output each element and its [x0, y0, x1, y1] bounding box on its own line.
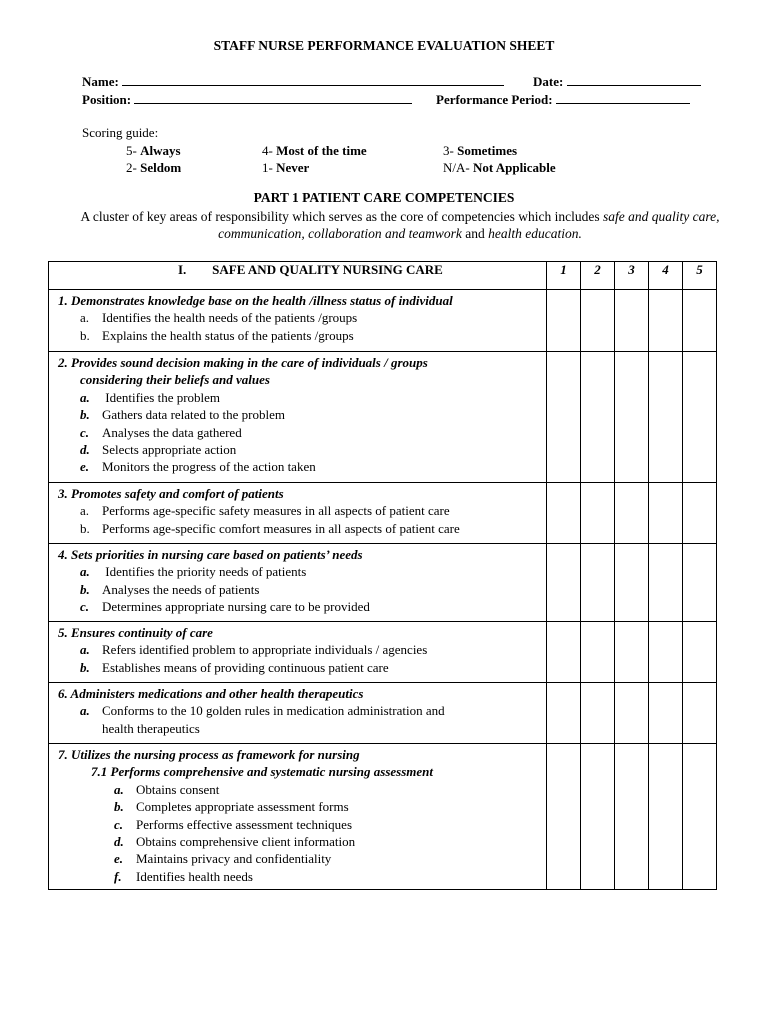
col-header-4: 4: [649, 262, 683, 290]
score-cell[interactable]: [547, 544, 581, 622]
score-3: 3- Sometimes: [443, 143, 518, 158]
position-line: [134, 91, 412, 104]
part-heading: PART 1 PATIENT CARE COMPETENCIES: [253, 190, 515, 205]
score-4: 4- Most of the time: [262, 143, 367, 158]
col-header-3: 3: [615, 262, 649, 290]
score-cell[interactable]: [547, 744, 581, 890]
name-label: Name:: [82, 74, 119, 89]
score-cell[interactable]: [547, 683, 581, 744]
criterion-cell: 7. Utilizes the nursing process as framework for nursing 7.1 Performs comprehensive and systematic nursing assessment a. Obtains consent b. Completes appropriate assessment forms c. Performs effective assessment techniques d. Obtains comprehensive client information e. Maintains privacy and confidentiality f. Identifies health needs: [49, 744, 547, 890]
score-cell[interactable]: [649, 352, 683, 483]
col-header-1: 1: [547, 262, 581, 290]
evaluation-table: [48, 261, 717, 890]
col-header-5: 5: [683, 262, 717, 290]
score-cell[interactable]: [615, 744, 649, 890]
table-row: [49, 290, 717, 352]
score-cell[interactable]: [547, 483, 581, 544]
table-row: [49, 622, 717, 683]
position-field[interactable]: [82, 91, 412, 108]
score-cell[interactable]: [683, 683, 717, 744]
score-cell[interactable]: [615, 544, 649, 622]
score-cell[interactable]: [547, 290, 581, 352]
score-cell[interactable]: [615, 622, 649, 683]
score-cell[interactable]: [683, 544, 717, 622]
position-label: Position:: [82, 92, 132, 107]
col-header-2: 2: [581, 262, 615, 290]
criterion-cell: 5. Ensures continuity of care a. Refers identified problem to appropriate individuals / agencies b. Establishes means of providing continuous patient care: [49, 622, 547, 683]
criterion-cell: 4. Sets priorities in nursing care based on patients’ needs a. Identifies the priority needs of patients b. Analyses the needs of patients c. Determines appropriate nursing care to be provided: [49, 544, 547, 622]
score-cell[interactable]: [683, 622, 717, 683]
score-5: 5- Always: [126, 143, 181, 158]
score-cell[interactable]: [581, 290, 615, 352]
name-line: [122, 73, 504, 86]
score-cell[interactable]: [649, 622, 683, 683]
score-cell[interactable]: [581, 352, 615, 483]
page-title: STAFF NURSE PERFORMANCE EVALUATION SHEET: [213, 38, 555, 53]
date-label: Date:: [533, 74, 564, 89]
score-cell[interactable]: [615, 483, 649, 544]
period-label: Performance Period:: [436, 92, 553, 107]
score-cell[interactable]: [581, 483, 615, 544]
table-header-row: [49, 262, 717, 290]
period-line: [556, 91, 690, 104]
date-line: [567, 73, 701, 86]
scoring-heading: Scoring guide:: [82, 125, 159, 140]
score-cell[interactable]: [615, 683, 649, 744]
criterion-cell: 3. Promotes safety and comfort of patients a. Performs age-specific safety measures in all aspects of patient care b. Performs age-specific comfort measures in all aspects of patient care: [49, 483, 547, 544]
score-cell[interactable]: [683, 290, 717, 352]
score-cell[interactable]: [649, 683, 683, 744]
score-cell[interactable]: [615, 352, 649, 483]
score-cell[interactable]: [615, 290, 649, 352]
score-cell[interactable]: [649, 744, 683, 890]
part-intro: A cluster of key areas of responsibility which serves as the core of competencies which includes safe and quality care, communication, collaboration and teamwork and health education.: [80, 209, 720, 241]
date-field[interactable]: [533, 73, 701, 90]
score-cell[interactable]: [649, 544, 683, 622]
table-row: [49, 544, 717, 622]
criterion-cell: 1. Demonstrates knowledge base on the health /illness status of individual a. Identifies the health needs of the patients /groups b. Explains the health status of the patients /groups: [49, 290, 547, 352]
score-1: 1- Never: [262, 160, 310, 175]
section-header: I. SAFE AND QUALITY NURSING CARE: [49, 262, 547, 290]
table-row: [49, 683, 717, 744]
name-field[interactable]: [82, 73, 504, 90]
score-cell[interactable]: [581, 544, 615, 622]
period-field[interactable]: [436, 91, 690, 108]
score-cell[interactable]: [683, 744, 717, 890]
score-cell[interactable]: [581, 683, 615, 744]
table-row: [49, 483, 717, 544]
score-cell[interactable]: [547, 352, 581, 483]
score-na: N/A- Not Applicable: [443, 160, 556, 175]
score-cell[interactable]: [581, 744, 615, 890]
score-cell[interactable]: [649, 290, 683, 352]
score-2: 2- Seldom: [126, 160, 182, 175]
score-cell[interactable]: [547, 622, 581, 683]
table-row: [49, 744, 717, 890]
score-cell[interactable]: [683, 352, 717, 483]
score-cell[interactable]: [581, 622, 615, 683]
score-cell[interactable]: [649, 483, 683, 544]
score-cell[interactable]: [683, 483, 717, 544]
criterion-cell: 2. Provides sound decision making in the care of individuals / groups considering their beliefs and values a. Identifies the problem b. Gathers data related to the problem c. Analyses the data gathered d. Selects appropriate action e. Monitors the progress of the action taken: [49, 352, 547, 483]
table-row: [49, 352, 717, 483]
criterion-cell: 6. Administers medications and other health therapeutics a. Conforms to the 10 golden rules in medication administration and health therapeutics: [49, 683, 547, 744]
